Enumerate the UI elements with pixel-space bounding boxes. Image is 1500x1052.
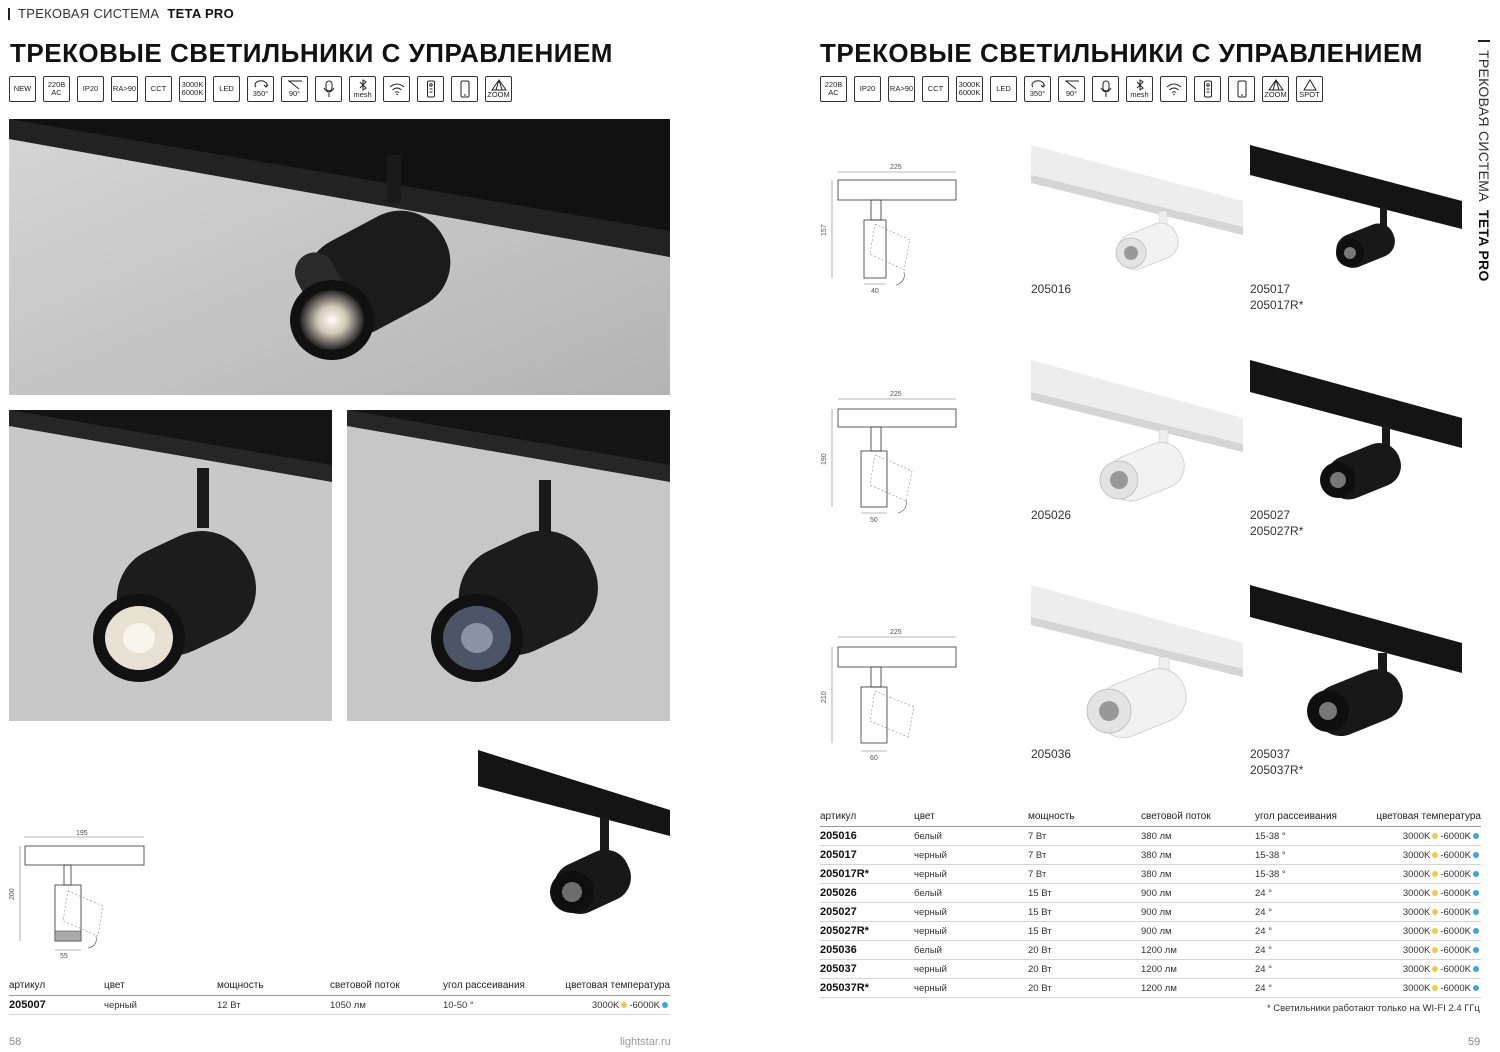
cell-temperature bbox=[1368, 827, 1481, 846]
temp-warm: 3000K bbox=[1402, 830, 1431, 842]
warm-dot bbox=[1432, 928, 1438, 934]
svg-text:50: 50 bbox=[870, 517, 878, 524]
zoom-badge bbox=[485, 76, 512, 102]
product-label-205027 bbox=[1250, 507, 1303, 539]
cell-code: 205007 bbox=[9, 996, 104, 1015]
warm-light-photo bbox=[9, 410, 332, 721]
warm-dot bbox=[1432, 947, 1438, 953]
cell-flux: 900 лм bbox=[1141, 884, 1255, 903]
cold-dot bbox=[1473, 985, 1479, 991]
cell-color: белый bbox=[914, 884, 1028, 903]
remote-badge bbox=[417, 76, 444, 102]
feature-badge bbox=[820, 76, 847, 102]
svg-text:225: 225 bbox=[890, 629, 902, 636]
product-code: 205037R* bbox=[1250, 763, 1304, 777]
warm-dot bbox=[1432, 852, 1438, 858]
cell-temperature bbox=[1368, 846, 1481, 865]
cell-flux: 380 лм bbox=[1141, 865, 1255, 884]
tilt-badge bbox=[281, 76, 308, 102]
temp-cold: 6000K bbox=[1443, 944, 1471, 956]
feature-badge bbox=[179, 76, 206, 102]
table-row bbox=[820, 903, 1481, 922]
cell-color: черный bbox=[914, 865, 1028, 884]
product-image-205017 bbox=[1250, 145, 1462, 275]
badge-text: ZOOM bbox=[487, 90, 510, 100]
column-header-power: мощность bbox=[217, 980, 330, 996]
temp-separator: - bbox=[1440, 925, 1444, 937]
cell-flux: 1200 лм bbox=[1141, 979, 1255, 998]
cell-power: 7 Вт bbox=[1028, 846, 1141, 865]
cell-angle: 24 ° bbox=[1255, 979, 1368, 998]
cell-temperature bbox=[1368, 865, 1481, 884]
svg-text:40: 40 bbox=[871, 288, 879, 295]
temp-separator: - bbox=[629, 999, 633, 1011]
cell-temperature bbox=[1368, 884, 1481, 903]
left-feature-badges bbox=[9, 76, 512, 102]
right-page-header bbox=[1476, 40, 1492, 281]
column-header-angle: угол рассеивания bbox=[1255, 811, 1368, 827]
smartphone-icon bbox=[460, 80, 470, 98]
remote-badge bbox=[1194, 76, 1221, 102]
column-header-code: артикул bbox=[9, 980, 104, 996]
cell-angle: 15-38 ° bbox=[1255, 865, 1368, 884]
badge-text: 90° bbox=[288, 89, 301, 99]
cell-power: 7 Вт bbox=[1028, 865, 1141, 884]
badge-text: LED bbox=[996, 84, 1011, 94]
tilt-badge bbox=[1058, 76, 1085, 102]
cell-power: 20 Вт bbox=[1028, 941, 1141, 960]
product-image-205027 bbox=[1250, 360, 1462, 510]
left-page-number: 58 bbox=[9, 1036, 22, 1048]
cell-code: 205017 bbox=[820, 846, 914, 865]
cell-angle: 10-50 ° bbox=[443, 996, 556, 1015]
product-image-205037 bbox=[1250, 585, 1462, 745]
remote-icon bbox=[426, 80, 436, 98]
microphone-badge bbox=[315, 76, 342, 102]
table-row bbox=[820, 979, 1481, 998]
cell-color: белый bbox=[914, 827, 1028, 846]
cell-code: 205027R* bbox=[820, 922, 914, 941]
wifi-icon bbox=[389, 82, 405, 96]
cell-angle: 24 ° bbox=[1255, 903, 1368, 922]
badge-text: 3000K bbox=[958, 80, 981, 90]
feature-badge bbox=[9, 76, 36, 102]
temp-separator: - bbox=[1440, 830, 1444, 842]
temp-separator: - bbox=[1440, 906, 1444, 918]
svg-text:157: 157 bbox=[821, 224, 828, 236]
temp-warm: 3000K bbox=[1402, 963, 1431, 975]
column-header-color: цвет bbox=[914, 811, 1028, 827]
badge-text: 220В bbox=[824, 80, 843, 90]
column-header-temp: цветовая температура bbox=[1368, 811, 1481, 827]
header-bar bbox=[8, 8, 10, 20]
badge-text: 90° bbox=[1065, 89, 1078, 99]
temp-separator: - bbox=[1440, 868, 1444, 880]
product-label-205036 bbox=[1031, 746, 1071, 762]
badge-text: LED bbox=[219, 84, 234, 94]
product-code: 205017 bbox=[1250, 282, 1291, 296]
feature-badge bbox=[888, 76, 915, 102]
temp-warm: 3000K bbox=[1402, 982, 1431, 994]
wifi-badge bbox=[1160, 76, 1187, 102]
temp-separator: - bbox=[1440, 849, 1444, 861]
product-image-205026 bbox=[1031, 360, 1243, 510]
microphone-icon bbox=[1099, 80, 1113, 98]
feature-badge bbox=[111, 76, 138, 102]
temp-warm: 3000K bbox=[1402, 849, 1431, 861]
right-feature-badges bbox=[820, 76, 1323, 102]
cell-flux: 1200 лм bbox=[1141, 941, 1255, 960]
header-system-label: ТРЕКОВАЯ СИСТЕМА bbox=[18, 6, 160, 21]
cell-flux: 900 лм bbox=[1141, 922, 1255, 941]
temp-separator: - bbox=[1440, 982, 1444, 994]
header-system-name: TETA PRO bbox=[1476, 209, 1492, 282]
left-page-title: ТРЕКОВЫЕ СВЕТИЛЬНИКИ С УПРАВЛЕНИЕМ bbox=[10, 38, 613, 68]
badge-text: ZOOM bbox=[1264, 90, 1287, 100]
cell-power: 20 Вт bbox=[1028, 979, 1141, 998]
cold-dot bbox=[662, 1002, 668, 1008]
product-image-205016 bbox=[1031, 145, 1243, 275]
cell-temperature bbox=[1368, 960, 1481, 979]
cell-power: 7 Вт bbox=[1028, 827, 1141, 846]
product-code: 205027 bbox=[1250, 508, 1291, 522]
column-header-temp: цветовая температура bbox=[556, 980, 670, 996]
product-image-205036 bbox=[1031, 585, 1243, 745]
temp-warm: 3000K bbox=[1402, 868, 1431, 880]
cell-angle: 15-38 ° bbox=[1255, 827, 1368, 846]
cell-temperature bbox=[1368, 903, 1481, 922]
header-system-label: ТРЕКОВАЯ СИСТЕМА bbox=[1476, 50, 1492, 202]
cell-code: 205037R* bbox=[820, 979, 914, 998]
badge-text: IP20 bbox=[82, 84, 99, 94]
technical-drawing-medium bbox=[818, 387, 963, 527]
badge-text: 350° bbox=[1029, 89, 1046, 99]
right-page-title: ТРЕКОВЫЕ СВЕТИЛЬНИКИ С УПРАВЛЕНИЕМ bbox=[820, 38, 1423, 68]
temp-warm: 3000K bbox=[1402, 906, 1431, 918]
warm-dot bbox=[1432, 966, 1438, 972]
right-spec-table bbox=[820, 811, 1481, 998]
temp-separator: - bbox=[1440, 887, 1444, 899]
temp-cold: 6000K bbox=[1443, 982, 1471, 994]
rotate-badge bbox=[247, 76, 274, 102]
microphone-badge bbox=[1092, 76, 1119, 102]
cell-angle: 24 ° bbox=[1255, 922, 1368, 941]
table-row bbox=[820, 960, 1481, 979]
product-label-205037 bbox=[1250, 746, 1303, 778]
cell-temperature bbox=[556, 996, 670, 1015]
microphone-icon bbox=[322, 80, 336, 98]
column-header-code: артикул bbox=[820, 811, 914, 827]
technical-drawing-large bbox=[818, 625, 963, 765]
svg-text:200: 200 bbox=[9, 888, 16, 900]
header-system-name: TETA PRO bbox=[167, 6, 235, 21]
cell-flux: 900 лм bbox=[1141, 903, 1255, 922]
cell-color: белый bbox=[914, 941, 1028, 960]
table-row bbox=[820, 846, 1481, 865]
temp-warm: 3000K bbox=[1402, 925, 1431, 937]
technical-drawing-205007 bbox=[8, 826, 148, 960]
svg-text:195: 195 bbox=[76, 830, 88, 837]
feature-badge bbox=[922, 76, 949, 102]
temp-warm: 3000K bbox=[1402, 887, 1431, 899]
cell-code: 205036 bbox=[820, 941, 914, 960]
table-row bbox=[820, 865, 1481, 884]
technical-drawing-small bbox=[818, 160, 963, 298]
zoom-badge bbox=[1262, 76, 1289, 102]
temp-separator: - bbox=[1440, 963, 1444, 975]
temp-cold: 6000K bbox=[1443, 887, 1471, 899]
cell-color: черный bbox=[914, 979, 1028, 998]
temp-cold: 6000K bbox=[1443, 868, 1471, 880]
table-row bbox=[820, 884, 1481, 903]
feature-badge bbox=[43, 76, 70, 102]
cold-dot bbox=[1473, 966, 1479, 972]
cell-flux: 1050 лм bbox=[330, 996, 443, 1015]
product-label-205017 bbox=[1250, 281, 1303, 313]
badge-text: mesh bbox=[1130, 90, 1149, 100]
cell-color: черный bbox=[914, 903, 1028, 922]
svg-text:225: 225 bbox=[890, 391, 902, 398]
svg-text:210: 210 bbox=[821, 691, 828, 703]
cold-dot bbox=[1473, 909, 1479, 915]
cell-angle: 24 ° bbox=[1255, 884, 1368, 903]
wifi-badge bbox=[383, 76, 410, 102]
cell-color: черный bbox=[104, 996, 217, 1015]
warm-dot bbox=[1432, 890, 1438, 896]
badge-text: NEW bbox=[13, 84, 32, 94]
badge-text: RA>90 bbox=[889, 84, 914, 94]
svg-text:190: 190 bbox=[821, 453, 828, 465]
product-code: 205037 bbox=[1250, 747, 1291, 761]
feature-badge bbox=[854, 76, 881, 102]
remote-icon bbox=[1203, 80, 1213, 98]
bluetooth-badge bbox=[349, 76, 376, 102]
feature-badge bbox=[145, 76, 172, 102]
right-page-number: 59 bbox=[1468, 1036, 1481, 1048]
cold-dot bbox=[1473, 852, 1479, 858]
cold-dot bbox=[1473, 928, 1479, 934]
cell-color: черный bbox=[914, 922, 1028, 941]
temp-cold: 6000K bbox=[632, 999, 660, 1011]
cell-power: 15 Вт bbox=[1028, 884, 1141, 903]
cold-dot bbox=[1473, 833, 1479, 839]
cell-code: 205027 bbox=[820, 903, 914, 922]
cell-color: черный bbox=[914, 960, 1028, 979]
product-code: 205036 bbox=[1031, 747, 1072, 761]
warm-dot bbox=[1432, 985, 1438, 991]
product-image-205007 bbox=[476, 748, 670, 920]
table-row bbox=[9, 996, 670, 1015]
temp-cold: 6000K bbox=[1443, 963, 1471, 975]
temp-warm: 3000K bbox=[591, 999, 620, 1011]
bluetooth-badge bbox=[1126, 76, 1153, 102]
temp-cold: 6000K bbox=[1443, 849, 1471, 861]
badge-text: 6000K bbox=[181, 88, 204, 97]
warm-dot bbox=[1432, 871, 1438, 877]
cell-angle: 15-38 ° bbox=[1255, 846, 1368, 865]
wifi-icon bbox=[1166, 82, 1182, 96]
cell-code: 205037 bbox=[820, 960, 914, 979]
product-code: 205016 bbox=[1031, 282, 1072, 296]
cell-flux: 380 лм bbox=[1141, 827, 1255, 846]
warm-dot bbox=[1432, 909, 1438, 915]
svg-text:225: 225 bbox=[890, 164, 902, 171]
feature-badge bbox=[990, 76, 1017, 102]
table-row bbox=[820, 922, 1481, 941]
cell-temperature bbox=[1368, 979, 1481, 998]
product-label-205016 bbox=[1031, 281, 1071, 297]
wifi-footnote: * Светильники работают только на WI-FI 2.4 ГГц bbox=[1266, 1003, 1480, 1014]
cell-code: 205017R* bbox=[820, 865, 914, 884]
product-code: 205026 bbox=[1031, 508, 1072, 522]
header-bar bbox=[1478, 40, 1490, 42]
temp-cold: 6000K bbox=[1443, 925, 1471, 937]
column-header-flux: световой поток bbox=[330, 980, 443, 996]
badge-text: mesh bbox=[353, 90, 372, 100]
site-url: lightstar.ru bbox=[620, 1036, 671, 1048]
feature-badge bbox=[213, 76, 240, 102]
table-row bbox=[820, 941, 1481, 960]
cold-light-photo bbox=[347, 410, 670, 721]
rotate-badge bbox=[1024, 76, 1051, 102]
temp-separator: - bbox=[1440, 944, 1444, 956]
smartphone-badge bbox=[451, 76, 478, 102]
left-page-header bbox=[8, 6, 234, 21]
badge-text: CCT bbox=[927, 84, 944, 94]
column-header-flux: световой поток bbox=[1141, 811, 1255, 827]
cell-flux: 380 лм bbox=[1141, 846, 1255, 865]
cell-angle: 24 ° bbox=[1255, 960, 1368, 979]
feature-badge bbox=[956, 76, 983, 102]
cell-temperature bbox=[1368, 922, 1481, 941]
svg-text:55: 55 bbox=[60, 953, 68, 960]
temp-warm: 3000K bbox=[1402, 944, 1431, 956]
temp-cold: 6000K bbox=[1443, 830, 1471, 842]
cell-code: 205026 bbox=[820, 884, 914, 903]
smartphone-badge bbox=[1228, 76, 1255, 102]
cell-angle: 24 ° bbox=[1255, 941, 1368, 960]
badge-text: IP20 bbox=[859, 84, 876, 94]
cold-dot bbox=[1473, 890, 1479, 896]
warm-dot bbox=[621, 1002, 627, 1008]
product-code: 205027R* bbox=[1250, 524, 1304, 538]
temp-cold: 6000K bbox=[1443, 906, 1471, 918]
badge-text: RA>90 bbox=[112, 84, 137, 94]
badge-text: AC bbox=[828, 88, 839, 97]
cell-color: черный bbox=[914, 846, 1028, 865]
left-spec-table bbox=[9, 980, 670, 1015]
hero-photo bbox=[9, 119, 670, 395]
cell-temperature bbox=[1368, 941, 1481, 960]
cell-power: 20 Вт bbox=[1028, 960, 1141, 979]
product-label-205026 bbox=[1031, 507, 1071, 523]
cell-power: 15 Вт bbox=[1028, 903, 1141, 922]
svg-text:60: 60 bbox=[870, 755, 878, 762]
badge-text: CCT bbox=[150, 84, 167, 94]
cell-power: 12 Вт bbox=[217, 996, 330, 1015]
cell-power: 15 Вт bbox=[1028, 922, 1141, 941]
cold-dot bbox=[1473, 947, 1479, 953]
badge-text: SPOT bbox=[1299, 90, 1320, 100]
badge-text: 6000K bbox=[958, 88, 981, 97]
badge-text: 220В bbox=[47, 80, 66, 90]
column-header-color: цвет bbox=[104, 980, 217, 996]
cold-dot bbox=[1473, 871, 1479, 877]
cell-code: 205016 bbox=[820, 827, 914, 846]
cell-flux: 1200 лм bbox=[1141, 960, 1255, 979]
product-code: 205017R* bbox=[1250, 298, 1304, 312]
warm-dot bbox=[1432, 833, 1438, 839]
feature-badge bbox=[77, 76, 104, 102]
column-header-angle: угол рассеивания bbox=[443, 980, 556, 996]
smartphone-icon bbox=[1237, 80, 1247, 98]
badge-text: 3000K bbox=[181, 80, 204, 90]
badge-text: 350° bbox=[252, 89, 269, 99]
spot-badge bbox=[1296, 76, 1323, 102]
table-row bbox=[820, 827, 1481, 846]
column-header-power: мощность bbox=[1028, 811, 1141, 827]
badge-text: AC bbox=[51, 88, 62, 97]
